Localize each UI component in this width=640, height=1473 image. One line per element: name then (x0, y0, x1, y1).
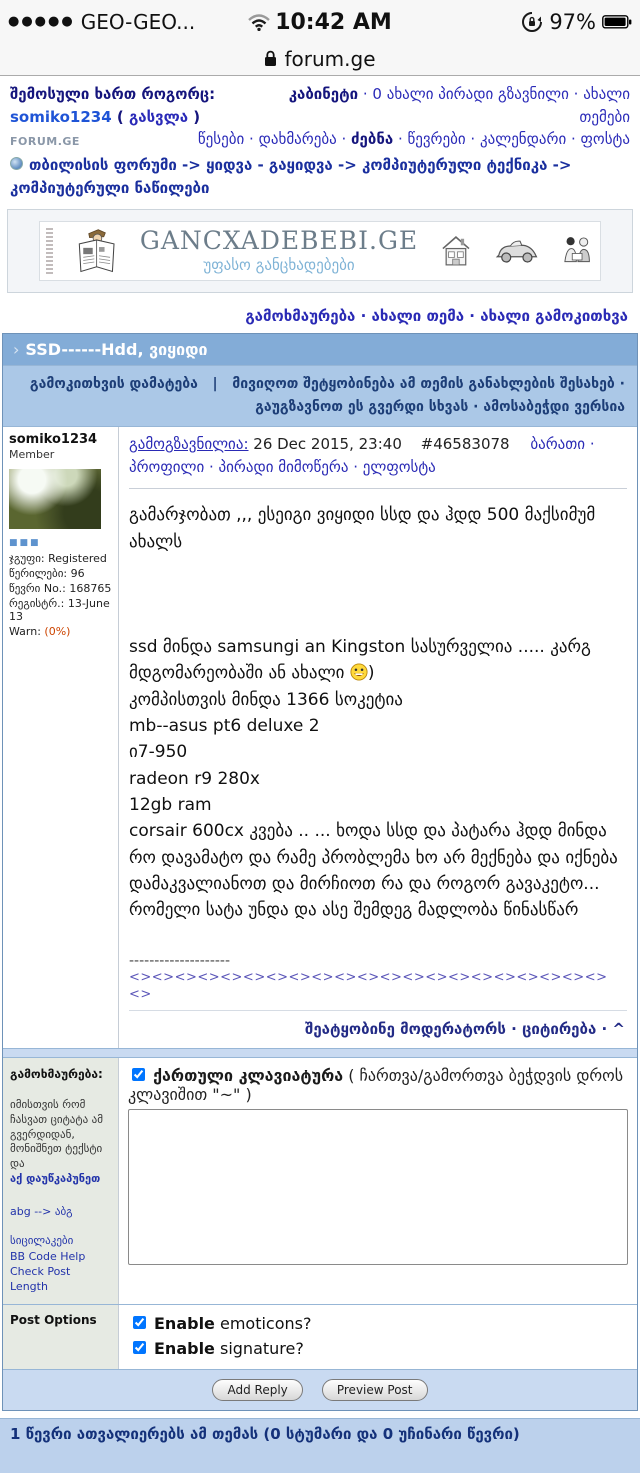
post-body-line: corsair 600cx კვება .. ... ხოდა სსდ და პატარა ჰდდ მინდა რო დავამატო და რამე პრობლემა ხო არ მექნება და იქნება დამაკვალიანოთ და მირჩიოთ რა და როგორ გავაკეტო... რომელი სატა უნდა და ასე შემდეგ მადლობა წინასწარ (129, 821, 618, 921)
breadcrumb-link[interactable]: ყიდვა - გაყიდვა (206, 156, 333, 174)
post-footer-links: შეატყობინე მოდერატორს · ციტირება · ^ (129, 1010, 627, 1040)
member-role: Member (9, 448, 55, 462)
house-icon (438, 228, 474, 274)
site-nav: წესები · დახმარება · ძებნა · წევრები · კალენდარი · ფოსტა (197, 130, 630, 148)
nav-link[interactable]: დახმარება (258, 130, 337, 148)
rotation-lock-icon (521, 11, 543, 33)
topic-title: SSD------Hdd, ვიყიდი (25, 340, 208, 359)
georgian-keyboard-checkbox[interactable] (132, 1068, 145, 1081)
subbar-divider: | (212, 376, 218, 392)
url-text: forum.ge (284, 46, 376, 71)
quote-hint: იმისთვის რომ ჩასვათ ციტატა ამ გვერდიდან, მონიშნეთ ტექსტი და (10, 1097, 103, 1171)
section-divider (3, 1048, 637, 1057)
banner-text (140, 228, 418, 274)
quote-hint-link[interactable]: აქ დაუწკაპუნეთ (10, 1172, 101, 1186)
forum-header-row2 (0, 128, 640, 152)
nav-link[interactable]: ფოსტა (580, 130, 630, 148)
post-body-line: radeon r9 280x (129, 768, 260, 789)
post-body-line (129, 581, 627, 607)
post-body-line (129, 555, 627, 581)
post-options-row (3, 1304, 637, 1369)
people-icon (560, 230, 594, 272)
post-footer-link[interactable]: ციტირება (522, 1019, 597, 1038)
reply-main (119, 1058, 637, 1304)
newspaper-reader-icon (73, 222, 120, 280)
lock-icon (264, 50, 277, 67)
browser-chrome (0, 0, 640, 76)
banner-title: GANCXADEBEBI.GE (139, 226, 419, 255)
reply-side-link[interactable]: BB Code Help (10, 1249, 86, 1263)
warn-stat (9, 625, 112, 639)
logout-link[interactable]: გასვლა (128, 107, 189, 126)
post-header (129, 431, 627, 489)
user-link[interactable]: კაბინეტი (288, 85, 359, 103)
keyboard-note: ( ჩართვა/გამორთვა ბეჭდვის დროს კლავიშით "~" ) (128, 1065, 624, 1104)
subbar-link[interactable]: ამოსაბეჭდი ვერსია (483, 399, 625, 416)
enable-signature-row (129, 1337, 627, 1362)
post-body-line: 12gb ram (129, 794, 212, 815)
post-header-link[interactable]: ელფოსტა (362, 457, 436, 476)
topic-action-link[interactable]: გამოხმაურება (245, 307, 356, 325)
abg-link[interactable]: abg --> აბგ (10, 1204, 73, 1218)
post-author[interactable]: somiko1234 (9, 432, 98, 448)
user-stat: რეგისტრ.: 13-June 13 (9, 596, 110, 624)
post-options-label: Post Options (3, 1305, 119, 1369)
enable-bold: Enable (154, 1314, 215, 1334)
logged-in-label: შემოსული ხართ როგორც: (10, 85, 216, 103)
topic-subbar (3, 365, 637, 426)
subbar-link[interactable]: გაუგზავნოთ ეს გვერდი სხვას (255, 399, 469, 416)
member-rank-squares: ■■■ (9, 538, 41, 549)
preview-post-button[interactable]: Preview Post (322, 1379, 428, 1401)
breadcrumb (0, 152, 640, 205)
post-header-link[interactable]: ბარათი (530, 435, 586, 454)
post-body (129, 489, 627, 924)
post-body-line: mb--asus pt6 deluxe 2 (129, 715, 320, 736)
nav-link[interactable]: წესები (197, 130, 245, 148)
grin-emoticon (350, 663, 368, 681)
user-stat: ჯგუფი: Registered (9, 552, 107, 566)
post-footer-link[interactable]: ^ (612, 1019, 625, 1038)
banner-subtitle: უფასო განცხადებები (203, 256, 355, 274)
signature-text: <><><><><><><><><><><><><><><><><><><><><><> (129, 969, 608, 1002)
user-stats (9, 552, 112, 624)
topic-table (2, 333, 638, 1411)
battery-icon (602, 15, 632, 29)
reply-side-link[interactable]: სიცილაკები (10, 1233, 74, 1247)
reply-textarea[interactable] (128, 1109, 628, 1265)
subbar-links: მივიღოთ შეტყობინება ამ თემის განახლების შესახებ · გაუგზავნოთ ეს გვერდი სხვას · ამოსაბეჭდი ვერსია (232, 376, 625, 416)
enable-signature-checkbox[interactable] (133, 1341, 146, 1354)
wifi-icon (248, 14, 270, 31)
topic-action-link[interactable]: ახალი თემა (371, 307, 465, 325)
topic-action-link[interactable]: ახალი გამოკითხვა (480, 307, 628, 325)
carrier-label: GEO-GEO... (80, 10, 196, 34)
post-column (119, 427, 637, 1047)
nav-link[interactable]: ძებნა (351, 130, 394, 148)
emoticons-label: emoticons? (214, 1314, 312, 1334)
topic-title-bar (3, 334, 637, 365)
user-stat: წერილები: 96 (9, 567, 85, 581)
keyboard-toggle-row (128, 1065, 628, 1104)
add-reply-button[interactable]: Add Reply (212, 1379, 302, 1401)
reply-sidebar (3, 1058, 119, 1304)
post-id[interactable]: #46583078 (420, 435, 510, 454)
post-body-line: ssd მინდა samsungi an Kingston სასურველია ..... კარგ მდგომარეობაში ან ახალი ) (129, 636, 591, 684)
signature-label: signature? (214, 1338, 304, 1358)
user-stat: წევრი No.: 168765 (9, 581, 112, 595)
topic-viewers-bar: 1 წევრი ათვალიერებს ამ თემას (0 სტუმარი და 0 უჩინარი წევრი) (0, 1418, 640, 1473)
breadcrumb-link[interactable]: თბილისის ფორუმი (29, 156, 177, 174)
breadcrumb-link[interactable]: კომპიუტერული ტექნიკა (362, 156, 548, 174)
reply-label: გამოხმაურება: (10, 1066, 103, 1081)
user-column (3, 427, 119, 1047)
signature (129, 952, 627, 1004)
nav-link[interactable]: კალენდარი (479, 130, 567, 148)
post-header-link[interactable]: პროფილი (129, 457, 205, 476)
post-row (3, 426, 637, 1047)
reply-row (3, 1057, 637, 1304)
keyboard-label: ქართული კლავიატურა (153, 1065, 344, 1085)
reply-side-link[interactable]: Check Post Length (10, 1265, 71, 1294)
username-link[interactable]: somiko1234 (10, 107, 112, 126)
post-body-line (129, 608, 627, 634)
address-bar[interactable] (0, 42, 640, 75)
submit-row (3, 1369, 637, 1410)
warn-label: Warn: (9, 625, 41, 639)
post-header-links: ბარათი · პროფილი · პირადი მიმოწერა · ელფოსტა (129, 435, 595, 476)
post-footer-link[interactable]: შეატყობინე მოდერატორს (305, 1019, 506, 1038)
title-tick-icon: › (13, 340, 20, 359)
subbar-link[interactable]: მივიღოთ შეტყობინება ამ თემის განახლების შესახებ (232, 376, 615, 392)
breadcrumb-links: თბილისის ფორუმი -> ყიდვა - გაყიდვა -> კომპიუტერული ტექნიკა -> კომპიუტერული ნაწილები (10, 156, 572, 197)
add-poll-link[interactable]: გამოკითხვის დამატება (29, 376, 198, 392)
site-logo[interactable]: FORUM.GE (10, 135, 80, 148)
post-body-line: გამარჯობათ ,,, ესეიგი ვიყიდი სსდ და ჰდდ 500 მაქსიმუმ ახალს (129, 505, 596, 552)
post-body-line: ი7-950 (129, 742, 188, 763)
enable-emoticons-row (129, 1312, 627, 1337)
signature-divider: -------------------- (129, 952, 231, 969)
post-header-link[interactable]: პირადი მიმოწერა (218, 457, 349, 476)
signal-strength-icon: ●●●●● (8, 13, 75, 29)
topic-actions: გამოხმაურება · ახალი თემა · ახალი გამოკითხვა (245, 307, 628, 325)
post-options-main (119, 1305, 637, 1369)
reply-side-links (10, 1234, 111, 1295)
status-bar (0, 0, 640, 42)
user-link[interactable]: ახალი თემები (579, 85, 630, 126)
login-info (10, 83, 287, 128)
forum-bullet-icon (10, 157, 23, 170)
post-date: 26 Dec 2015, 23:40 (253, 435, 402, 454)
clock-label: 10:42 AM (275, 9, 392, 35)
paren: ( (116, 107, 124, 126)
battery-percent-label: 97% (549, 10, 596, 34)
breadcrumb-link[interactable]: კომპიუტერული ნაწილები (10, 178, 210, 197)
enable-emoticons-checkbox[interactable] (133, 1316, 146, 1329)
enable-bold: Enable (154, 1338, 215, 1358)
paren: ) (193, 107, 201, 126)
user-link[interactable]: 0 ახალი პირადი გზავნილი (372, 85, 569, 103)
user-links: კაბინეტი · 0 ახალი პირადი გზავნილი · ახალი თემები (288, 85, 630, 126)
post-body-line: კომპისთვის მინდა 1366 სოკეტია (129, 689, 403, 710)
ad-container (7, 209, 633, 293)
forum-header (0, 76, 640, 128)
car-icon (494, 234, 540, 268)
posted-link[interactable]: გამოგზავნილია: (129, 435, 249, 454)
banner-ad[interactable] (39, 221, 601, 281)
warn-value[interactable]: (0%) (44, 625, 71, 639)
nav-link[interactable]: წევრები (407, 130, 466, 148)
banner-edge-decoration (46, 228, 53, 274)
avatar[interactable] (9, 469, 101, 529)
